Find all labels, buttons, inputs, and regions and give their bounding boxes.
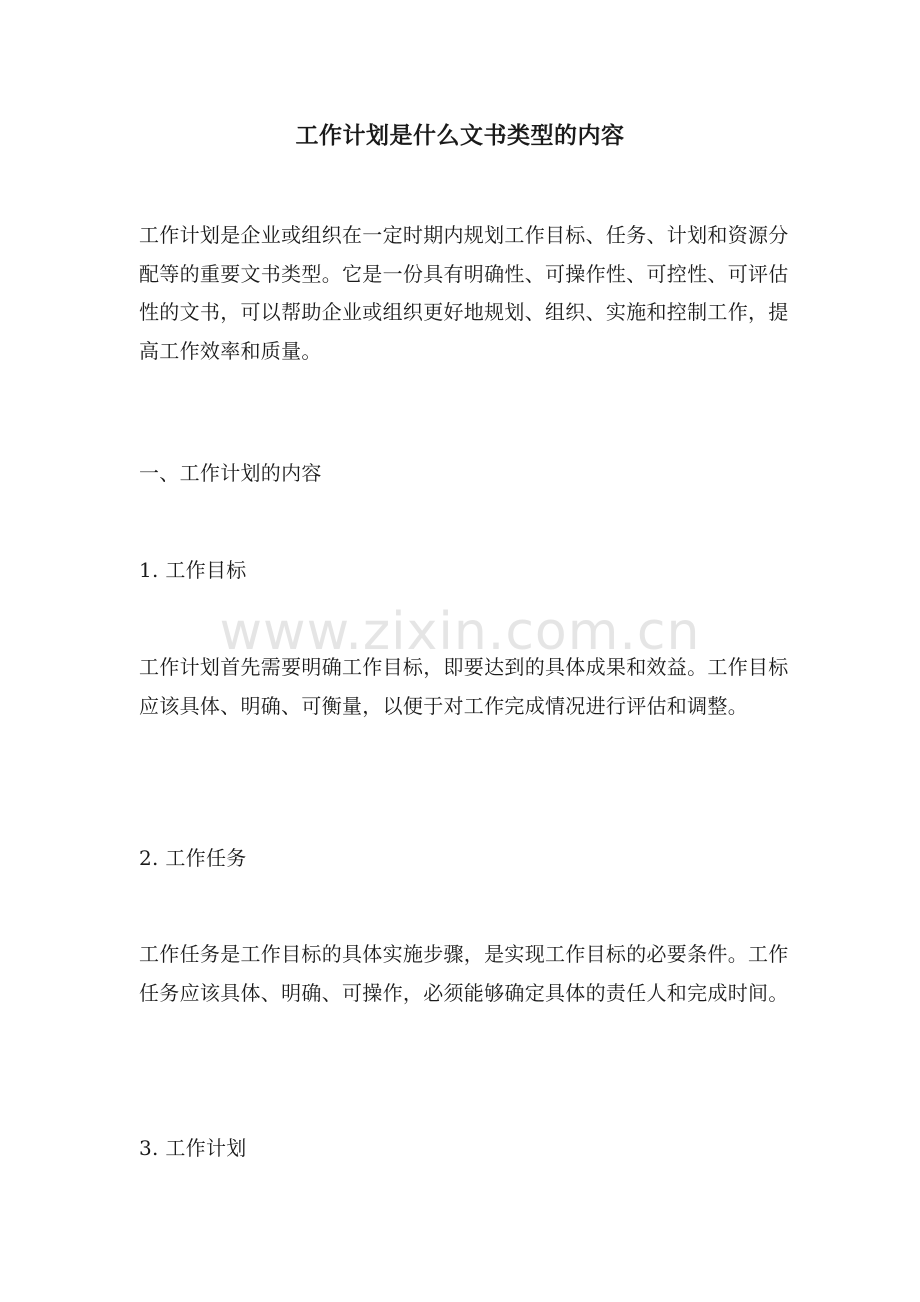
work-task-paragraph: 工作任务是工作目标的具体实施步骤，是实现工作目标的必要条件。工作任务应该具体、明确、可操作，必须能够确定具体的责任人和完成时间。 [139,942,789,1005]
item-heading-work-plan: 3. 工作计划 [139,1136,247,1160]
item-heading-work-task: 2. 工作任务 [139,846,247,870]
intro-paragraph: 工作计划是企业或组织在一定时期内规划工作目标、任务、计划和资源分配等的重要文书类型。它是一份具有明确性、可操作性、可控性、可评估性的文书，可以帮助企业或组织更好地规划、组织、实施和控制工作，提高工作效率和质量。 [139,223,789,363]
work-goal-paragraph: 工作计划首先需要明确工作目标，即要达到的具体成果和效益。工作目标应该具体、明确、可衡量，以便于对工作完成情况进行评估和调整。 [139,655,789,718]
item-heading-work-goal: 1. 工作目标 [139,558,247,582]
watermark-text: www.zixin.com.cn [219,602,701,662]
section-heading-content: 一、工作计划的内容 [139,461,322,485]
document-title: 工作计划是什么文书类型的内容 [295,122,625,149]
